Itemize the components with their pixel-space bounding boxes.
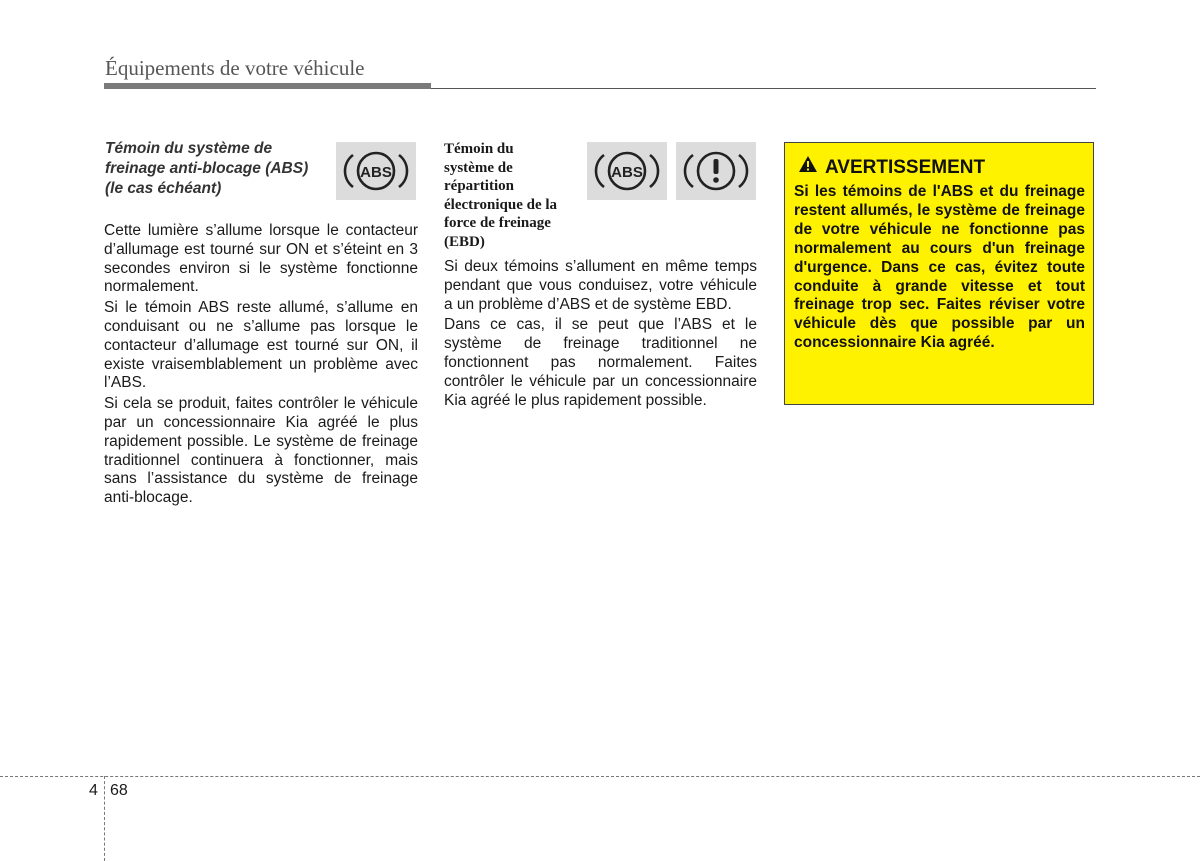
abs-warning-icon [587, 142, 667, 200]
ebd-heading-line: répartition [444, 178, 514, 194]
ebd-body [444, 258, 757, 412]
ebd-heading [444, 140, 584, 251]
warning-triangle-icon [798, 155, 818, 180]
warning-title: AVERTISSEMENT [825, 156, 986, 178]
abs-heading-line: freinage anti-blocage (ABS) [105, 160, 309, 177]
ebd-heading-line: système de [444, 159, 513, 176]
warning-text: Si les témoins de l'ABS et du freinage restent allumés, le système de freinage de votre véhicule ne fonctionne pas normalement au cours d'un freinage d'urgence. Dans ce cas, évitez toute conduite à grande vitesse et tout freinage trop sec. Faites réviser votre véhicule dès que possible par un concessionnaire Kia agréé. [794, 183, 1085, 352]
paragraph: Si cela se produit, faites contrôler le véhicule par un concessionnaire Kia agréé le plus rapidement possible. Le système de freinage traditionnel continuera à fonctionner, mais sans l’assistance du système de freinage anti-blocage. [104, 395, 418, 507]
ebd-heading-line: force de freinage (EBD) [444, 215, 551, 250]
paragraph: Cette lumière s’allume lorsque le contacteur d’allumage est tourné sur ON et s’éteint en 3 secondes environ si le système fonctionne normalement. [104, 222, 418, 296]
footer-divider [104, 776, 105, 861]
footer-rule [0, 776, 1200, 777]
header-rule [104, 83, 431, 89]
svg-text:ABS: ABS [360, 164, 392, 181]
abs-heading [105, 139, 335, 199]
page-number: 68 [110, 782, 128, 799]
abs-body [104, 222, 418, 510]
page-section-title: Équipements de votre véhicule [105, 56, 365, 80]
abs-warning-icon [336, 142, 416, 200]
ebd-heading-line: Témoin du [444, 141, 514, 157]
brake-warning-icon [676, 142, 756, 200]
paragraph: Dans ce cas, il se peut que l’ABS et le système de freinage traditionnel ne fonctionnent pas normalement. Faites contrôler le véhicule par un concessionnaire Kia agréé le plus rapidement possible. [444, 316, 757, 409]
abs-heading-line: (le cas échéant) [105, 180, 222, 197]
warning-heading [798, 155, 1085, 180]
warning-box [784, 142, 1094, 405]
paragraph: Si le témoin ABS reste allumé, s’allume en conduisant ou ne s’allume pas lorsque le contacteur d’allumage est tourné sur ON, il existe vraisemblablement un problème avec l’ABS. [104, 299, 418, 392]
chapter-number: 4 [89, 782, 98, 799]
svg-text:ABS: ABS [611, 164, 643, 181]
paragraph: Si deux témoins s’allument en même temps pendant que vous conduisez, votre véhicule a un problème d’ABS et de système EBD. [444, 258, 757, 313]
header-rule-line [431, 88, 1096, 89]
abs-heading-line: Témoin du système de [105, 140, 273, 157]
ebd-heading-line: électronique de la [444, 196, 558, 213]
